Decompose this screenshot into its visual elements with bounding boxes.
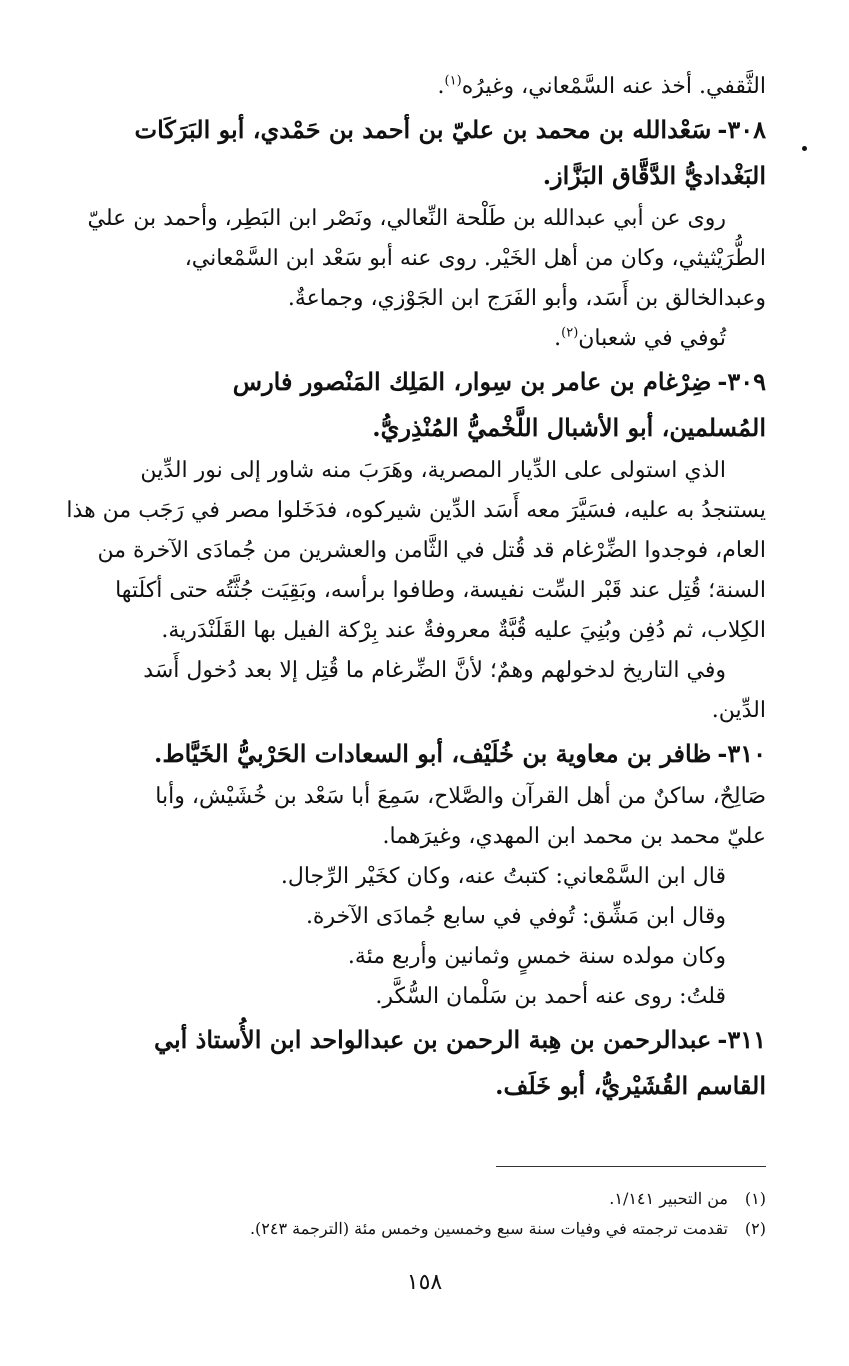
entry-309: [28, 362, 766, 728]
body-line: الكِلاب، ثم دُفِن وبُنِيَ عليه قُبَّةٌ معروفةٌ عند بِرْكة الفيل بها القَلَنْدَرية.: [161, 618, 766, 643]
intro-line: الثَّقفي. أخذ عنه السَّمْعاني، وغيرُه$^{(١)}$.: [437, 73, 766, 99]
entry-310: [28, 734, 766, 1014]
heading-line: المُسلمين، أبو الأشبال اللَّخْميُّ المُنْذِريُّ.: [372, 413, 766, 442]
entry-heading: [28, 362, 766, 402]
entry-heading-cont: [28, 1066, 766, 1106]
heading-line: القاسم القُشَيْريُّ، أبو خَلَف.: [495, 1071, 766, 1100]
death-line: تُوفي في شعبان$^{(٢)}$.: [554, 325, 726, 351]
entry-number: ٣١١-: [717, 1025, 766, 1054]
body-line: صَالِحٌ، ساكنٌ من أهل القرآن والصَّلاح، سَمِعَ أبا سَعْد بن خُشَيْش، وأبا: [155, 784, 766, 809]
entry-308: [28, 110, 766, 356]
entry-heading: [28, 110, 766, 150]
body-line: يستنجدُ به عليه، فسَيَّرَ معه أَسَد الدِّين شيركوه، فدَخَلوا مصر في رَجَب من هذا: [66, 498, 766, 523]
body-line: روى عن أبي عبدالله بن طَلْحة النِّعالي، ونَصْر ابن البَطِر، وأحمد بن عليّ: [87, 206, 726, 231]
page-body: [28, 70, 766, 1112]
note-line: الدِّين.: [711, 698, 766, 723]
entry-number: ٣١٠-: [717, 739, 766, 768]
entry-number: ٣٠٨-: [717, 115, 766, 144]
note-line: وفي التاريخ لدخولهم وهمٌ؛ لأنَّ الضِّرغام ما قُتِل إلا بعد دُخول أَسَد: [143, 658, 726, 683]
heading-line: عبدالرحمن بن هِبة الرحمن بن عبدالواحد ابن الأُستاذ أبي: [153, 1025, 712, 1054]
heading-line: سَعْدالله بن محمد بن عليّ بن أحمد بن حَمْدي، أبو البَرَكَات: [134, 115, 712, 144]
footnote: [28, 1184, 766, 1214]
entry-number: ٣٠٩-: [717, 367, 766, 396]
entry-heading: [28, 734, 766, 774]
footnote-ref: (١): [444, 73, 462, 89]
extra-line: وكان مولده سنة خمسٍ وثمانين وأربع مئة.: [347, 944, 726, 969]
footnote-ref: (٢): [561, 325, 579, 341]
body-line: السنة؛ قُتِل عند قَبْر السِّت نفيسة، وطافوا برأسه، وبَقِيَت جُثَّتُه حتى أكلَتها: [115, 578, 766, 603]
extra-line: قلتُ: روى عنه أحمد بن سَلْمان السُّكَّر.: [375, 984, 726, 1009]
entry-heading: [28, 1020, 766, 1060]
page-number: ١٥٨: [406, 1270, 443, 1295]
body-line: الذي استولى على الدِّيار المصرية، وهَرَبَ منه شاور إلى نور الدِّين: [140, 458, 726, 483]
heading-line: ضِرْغام بن عامر بن سِوار، المَلِك المَنْصور فارس: [232, 367, 712, 396]
footnote: [28, 1214, 766, 1244]
entry-heading-cont: [28, 156, 766, 196]
extra-line: وقال ابن مَشِّق: تُوفي في سابع جُمادَى الآخرة.: [305, 904, 726, 929]
body-line: وعبدالخالق بن أَسَد، وأبو الفَرَج ابن الجَوْزي، وجماعةٌ.: [287, 286, 766, 311]
footnote-text: تقدمت ترجمته في وفيات سنة سبع وخمسين وخمس مئة (الترجمة ٢٤٣).: [249, 1219, 728, 1238]
intro-text: الثَّقفي. أخذ عنه السَّمْعاني، وغيرُه: [461, 74, 766, 99]
extra-line: قال ابن السَّمْعاني: كتبتُ عنه، وكان كخَيْر الرِّجال.: [280, 864, 726, 889]
body-line: الطُّرَيْثيثي، وكان من أهل الخَيْر. روى عنه أبو سَعْد ابن السَّمْعاني،: [184, 246, 766, 271]
entry-311: [28, 1020, 766, 1106]
margin-dot: [802, 146, 807, 151]
footnote-number: (١): [744, 1189, 766, 1208]
footnote-text: من التحبير ١/١٤١.: [609, 1189, 728, 1208]
heading-line: البَغْداديُّ الدَّقَّاق البَزَّاز.: [542, 161, 766, 190]
body-line: عليّ محمد بن محمد ابن المهدي، وغيرَهما.: [382, 824, 766, 849]
footnote-number: (٢): [744, 1219, 766, 1238]
heading-line: ظافر بن معاوية بن خُلَيْف، أبو السعادات الحَرْبيُّ الخَيَّاط.: [154, 739, 712, 768]
entry-heading-cont: [28, 408, 766, 448]
footnotes: [28, 1184, 766, 1244]
footnote-divider: [496, 1166, 766, 1167]
body-line: العام، فوجدوا الضِّرْغام قد قُتل في الثَّامن والعشرين من جُمادَى الآخرة من: [97, 538, 766, 563]
